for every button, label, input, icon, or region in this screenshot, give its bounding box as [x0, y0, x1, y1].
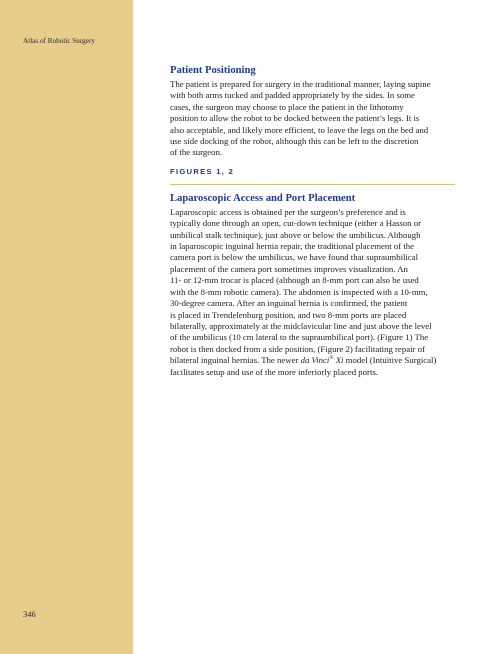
figures-reference-label: FIGURES 1, 2 [170, 166, 235, 176]
section-heading-laparoscopic-access: Laparoscopic Access and Port Placement [170, 192, 356, 204]
paragraph-line: 30-degree camera. After an inguinal hernia is confirmed, the patient [170, 298, 408, 309]
paragraph-line: use side docking of the robot, although this can be left to the discretion [170, 136, 419, 147]
section-divider [170, 184, 455, 185]
paragraph-line: with the 8-mm robotic camera). The abdomen is inspected with a 10-mm, [170, 286, 428, 297]
paragraph-line: cases, the surgeon may choose to place the patient in the lithotomy [170, 101, 404, 112]
paragraph-line: position to allow the robot to be docked between the patient’s legs. It is [170, 113, 420, 124]
paragraph-line: 11- or 12-mm trocar is placed (although an 8-mm port can also be used [170, 275, 419, 286]
paragraph-laparoscopic-access [170, 207, 455, 378]
paragraph-line: is placed in Trendelenburg position, and two 8-mm ports are placed [170, 309, 407, 320]
paragraph-line: umbilical stalk technique), just above or below the umbilicus. Although [170, 229, 421, 240]
line-text: model (Intuitive Surgical) [343, 355, 437, 366]
paragraph-line: The patient is prepared for surgery in the traditional manner, laying supine [170, 79, 431, 89]
page-number: 346 [23, 609, 36, 619]
running-head: Atlas of Robotic Surgery [23, 37, 95, 45]
product-model-italic: Xi [333, 355, 344, 366]
paragraph-line: robot is then docked from a side position, (Figure 2) facilitating repair of [170, 343, 425, 354]
paragraph-line: typically done through an open, cut-down technique (either a Hasson or [170, 218, 422, 229]
paragraph-line: Laparoscopic access is obtained per the surgeon’s preference and is [170, 206, 406, 217]
registered-mark: ® [329, 355, 334, 362]
paragraph-line: camera port is below the umbilicus, we have found that supraumbilical [170, 252, 419, 263]
paragraph-line: of the umbilicus (10 cm lateral to the supraumbilical port). (Figure 1) The [170, 332, 429, 343]
paragraph-line [170, 355, 455, 366]
section-heading-patient-positioning: Patient Positioning [170, 65, 256, 76]
paragraph-line: also acceptable, and likely more efficient, to leave the legs on the bed and [170, 124, 429, 135]
paragraph-line: facilitates setup and use of the more inferiorly placed ports. [170, 366, 378, 377]
product-name-italic: da Vinci [300, 355, 330, 366]
line-text: bilateral inguinal hernias. The newer [170, 355, 301, 366]
page-body [170, 64, 455, 378]
page-margin-band [0, 0, 133, 654]
paragraph-line: in laparoscopic inguinal hernia repair, the traditional placement of the [170, 241, 415, 252]
paragraph-line: with both arms tucked and padded appropriately by the sides. In some [170, 90, 415, 101]
paragraph-line: placement of the camera port sometimes improves visualization. An [170, 263, 408, 274]
paragraph-patient-positioning [170, 79, 455, 159]
paragraph-line: of the surgeon. [170, 147, 223, 158]
paragraph-line: bilaterally, approximately at the midclavicular line and just above the level [170, 320, 432, 331]
